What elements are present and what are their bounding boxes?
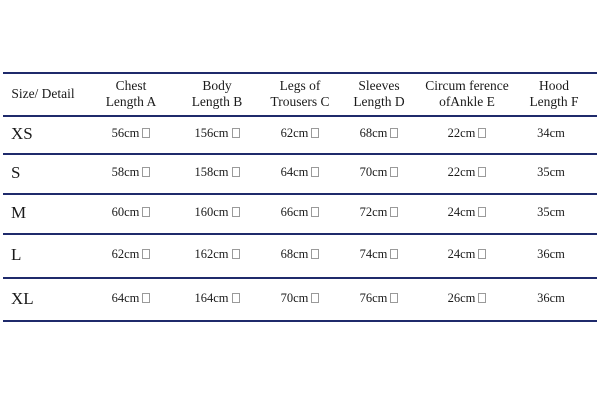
header-label: Length D (353, 94, 405, 109)
measurement-value (511, 165, 591, 180)
value-text: 60cm (111, 205, 140, 219)
header-hood-length (519, 78, 589, 110)
placeholder-glyph-icon (390, 128, 398, 138)
value-text: 70cm (280, 291, 309, 305)
header-label: ofAnkle E (439, 94, 495, 109)
measurement-value (91, 291, 171, 306)
placeholder-glyph-icon (311, 207, 319, 217)
value-text: 162cm (194, 247, 229, 261)
value-text: 68cm (359, 126, 388, 140)
value-text: 64cm (111, 291, 140, 305)
header-chest-length (91, 78, 171, 110)
placeholder-glyph-icon (311, 293, 319, 303)
header-circumference-ankle (417, 78, 517, 110)
placeholder-glyph-icon (390, 293, 398, 303)
value-text: 64cm (280, 165, 309, 179)
placeholder-glyph-icon (478, 249, 486, 259)
measurement-value (177, 205, 257, 220)
value-text: 35cm (537, 165, 565, 179)
header-label: Chest (115, 78, 147, 93)
header-label: Hood (539, 78, 569, 93)
placeholder-glyph-icon (390, 249, 398, 259)
value-text: 24cm (447, 247, 476, 261)
value-text: 72cm (359, 205, 388, 219)
value-text: 62cm (111, 247, 140, 261)
placeholder-glyph-icon (142, 249, 150, 259)
measurement-value (257, 205, 343, 220)
placeholder-glyph-icon (478, 167, 486, 177)
placeholder-glyph-icon (478, 128, 486, 138)
placeholder-glyph-icon (142, 293, 150, 303)
measurement-value (339, 165, 419, 180)
placeholder-glyph-icon (232, 167, 240, 177)
measurement-value (177, 126, 257, 141)
value-text: 36cm (537, 247, 565, 261)
measurement-value (257, 126, 343, 141)
value-text: 70cm (359, 165, 388, 179)
header-sleeves-length (339, 78, 419, 110)
header-size-detail (7, 86, 79, 102)
value-text: 62cm (280, 126, 309, 140)
measurement-value (257, 165, 343, 180)
placeholder-glyph-icon (311, 128, 319, 138)
placeholder-glyph-icon (478, 207, 486, 217)
placeholder-glyph-icon (232, 249, 240, 259)
header-row (3, 72, 597, 115)
measurement-value (417, 247, 517, 262)
value-text: 58cm (111, 165, 140, 179)
measurement-value (417, 291, 517, 306)
measurement-value (339, 291, 419, 306)
size-label: L (11, 245, 22, 264)
value-text: 164cm (194, 291, 229, 305)
measurement-value (91, 205, 171, 220)
header-label: Legs of (279, 78, 321, 93)
value-text: 158cm (194, 165, 229, 179)
size-label: XS (11, 124, 33, 143)
value-text: 156cm (194, 126, 229, 140)
header-label: Length A (105, 94, 157, 109)
placeholder-glyph-icon (232, 128, 240, 138)
header-label: Sleeves (358, 78, 400, 93)
measurement-value (339, 205, 419, 220)
table-row (3, 153, 597, 193)
size-label: S (11, 163, 21, 182)
header-label: Length F (529, 94, 579, 109)
placeholder-glyph-icon (478, 293, 486, 303)
table-rule-bottom (3, 320, 597, 322)
placeholder-glyph-icon (390, 207, 398, 217)
size-label: M (11, 203, 27, 222)
measurement-value (339, 247, 419, 262)
measurement-value (177, 291, 257, 306)
measurement-value (417, 165, 517, 180)
table-row (3, 277, 597, 320)
placeholder-glyph-icon (311, 249, 319, 259)
header-legs-of-trousers (257, 78, 343, 110)
value-text: 36cm (537, 291, 565, 305)
measurement-value (511, 247, 591, 262)
value-text: 76cm (359, 291, 388, 305)
placeholder-glyph-icon (390, 167, 398, 177)
value-text: 22cm (447, 165, 476, 179)
measurement-value (91, 126, 171, 141)
value-text: 66cm (280, 205, 309, 219)
measurement-value (511, 126, 591, 141)
table-row (3, 193, 597, 233)
header-label: Size/ Detail (11, 86, 75, 101)
measurement-value (257, 247, 343, 262)
header-label: Circum ference (425, 78, 509, 93)
measurement-value (91, 247, 171, 262)
table-row (3, 233, 597, 277)
value-text: 68cm (280, 247, 309, 261)
measurement-value (417, 126, 517, 141)
placeholder-glyph-icon (142, 128, 150, 138)
measurement-value (257, 291, 343, 306)
placeholder-glyph-icon (142, 167, 150, 177)
placeholder-glyph-icon (232, 207, 240, 217)
measurement-value (417, 205, 517, 220)
measurement-value (339, 126, 419, 141)
measurement-value (177, 165, 257, 180)
measurement-value (511, 291, 591, 306)
table-row (3, 115, 597, 153)
value-text: 22cm (447, 126, 476, 140)
header-label: Body (202, 78, 232, 93)
header-body-length (177, 78, 257, 110)
size-label: XL (11, 289, 34, 308)
measurement-value (177, 247, 257, 262)
measurement-value (511, 205, 591, 220)
value-text: 160cm (194, 205, 229, 219)
value-text: 34cm (537, 126, 565, 140)
measurement-value (91, 165, 171, 180)
value-text: 26cm (447, 291, 476, 305)
placeholder-glyph-icon (232, 293, 240, 303)
value-text: 35cm (537, 205, 565, 219)
placeholder-glyph-icon (142, 207, 150, 217)
value-text: 24cm (447, 205, 476, 219)
value-text: 74cm (359, 247, 388, 261)
header-label: Length B (191, 94, 243, 109)
placeholder-glyph-icon (311, 167, 319, 177)
header-label: Trousers C (270, 94, 330, 109)
value-text: 56cm (111, 126, 140, 140)
